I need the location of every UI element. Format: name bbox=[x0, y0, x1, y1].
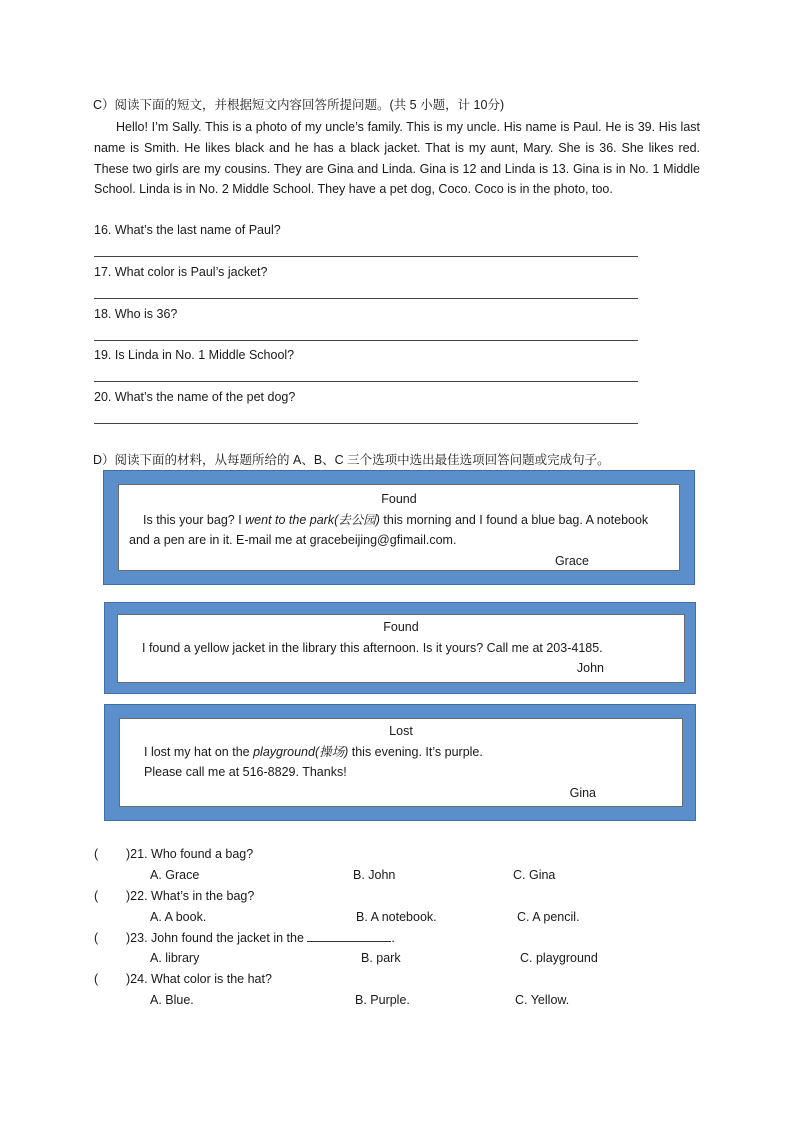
notice-body-line2: Please call me at 516-8829. Thanks! bbox=[144, 765, 347, 779]
notice-body bbox=[120, 742, 682, 763]
notice-signature: Grace bbox=[554, 553, 589, 568]
question-18: 18. Who is 36? bbox=[94, 307, 178, 321]
option-24-a[interactable]: A. Blue. bbox=[150, 993, 194, 1007]
answer-line-17[interactable] bbox=[94, 298, 638, 299]
notice-body-emphasis: playground(操场) bbox=[253, 744, 349, 759]
question-21 bbox=[126, 846, 253, 862]
option-23-a[interactable]: A. library bbox=[150, 951, 200, 965]
question-19: 19. Is Linda in No. 1 Middle School? bbox=[94, 348, 295, 362]
answer-line-18[interactable] bbox=[94, 340, 638, 341]
notice-body-text: this morning and I found a blue bag. A notebook and a pen are in it. E-mail me at gracebeijing@gfimail.com. bbox=[129, 512, 649, 547]
option-23-b[interactable]: B. park bbox=[361, 951, 401, 965]
answer-bracket-open: ( bbox=[94, 847, 99, 861]
notice-body: I found a yellow jacket in the library this afternoon. Is it yours? Call me at 203-4185. bbox=[142, 640, 603, 655]
section-c-title: C）阅读下面的短文，并根据短文内容回答所提问题。(共 5 小题，计 10分) bbox=[93, 98, 505, 112]
answer-bracket-open: ( bbox=[94, 972, 99, 986]
notice-body-text: this evening. It’s purple. bbox=[348, 744, 483, 759]
section-d-title: D）阅读下面的材料，从每题所给的 A、B、C 三个选项中选出最佳选项回答问题或完成句子。 bbox=[93, 453, 610, 467]
notice-found-jacket-card bbox=[117, 614, 685, 683]
reading-passage bbox=[94, 117, 700, 200]
notice-signature: John bbox=[576, 661, 604, 675]
option-23-c[interactable]: C. playground bbox=[520, 951, 598, 965]
notice-title: Found bbox=[383, 620, 419, 634]
question-23-stem-end: . bbox=[391, 931, 395, 945]
question-22 bbox=[126, 888, 254, 904]
answer-line-16[interactable] bbox=[94, 256, 638, 257]
answer-bracket-close: ) bbox=[126, 972, 131, 986]
option-22-c[interactable]: C. A pencil. bbox=[517, 910, 580, 924]
question-21-stem: 21. Who found a bag? bbox=[130, 847, 254, 861]
question-23-stem: 23. John found the jacket in the bbox=[130, 931, 308, 945]
notice-title: Found bbox=[381, 492, 417, 506]
notice-lost-hat bbox=[104, 704, 696, 821]
option-24-c[interactable]: C. Yellow. bbox=[515, 993, 570, 1007]
question-23 bbox=[126, 930, 395, 946]
option-21-a[interactable]: A. Grace bbox=[150, 868, 200, 882]
notice-body bbox=[119, 510, 679, 551]
option-22-a[interactable]: A. A book. bbox=[150, 910, 207, 924]
answer-bracket-open: ( bbox=[94, 889, 99, 903]
fill-in-blank[interactable] bbox=[307, 930, 391, 942]
answer-bracket-slot-22[interactable] bbox=[108, 888, 126, 904]
answer-bracket-open: ( bbox=[94, 931, 99, 945]
answer-bracket-slot-23[interactable] bbox=[108, 930, 126, 946]
option-21-c[interactable]: C. Gina bbox=[513, 868, 556, 882]
notice-lost-hat-card bbox=[119, 718, 683, 807]
option-24-b[interactable]: B. Purple. bbox=[355, 993, 410, 1007]
question-24-stem: 24. What color is the hat? bbox=[130, 972, 272, 986]
notice-body-text: Is this your bag? I bbox=[143, 512, 246, 527]
notice-signature: Gina bbox=[569, 785, 596, 800]
question-17: 17. What color is Paul’s jacket? bbox=[94, 265, 268, 279]
answer-bracket-close: ) bbox=[126, 931, 131, 945]
question-22-stem: 22. What’s in the bag? bbox=[130, 889, 255, 903]
notice-title: Lost bbox=[389, 724, 413, 738]
answer-bracket-close: ) bbox=[126, 889, 131, 903]
answer-bracket-close: ) bbox=[126, 847, 131, 861]
answer-line-19[interactable] bbox=[94, 381, 638, 382]
question-24 bbox=[126, 971, 272, 987]
notice-found-jacket bbox=[104, 602, 696, 694]
question-16: 16. What’s the last name of Paul? bbox=[94, 223, 281, 237]
notice-found-bag bbox=[103, 470, 695, 585]
option-21-b[interactable]: B. John bbox=[353, 868, 396, 882]
notice-body-text: I lost my hat on the bbox=[144, 744, 254, 759]
answer-bracket-slot-21[interactable] bbox=[108, 846, 126, 862]
passage-text: Hello! I’m Sally. This is a photo of my uncle’s family. This is my uncle. His name is Paul. He is 39. His last name is Smith. He likes black and he has a black jacket. That is my aunt, Mary. She is 36. She likes red. These two girls are my cousins. They are Gina and Linda. Gina is 12 and Linda is 13. Gina is in No. 1 Middle School. Linda is in No. 2 Middle School. They have a pet dog, Coco. Coco is in the photo, too. bbox=[94, 120, 700, 197]
option-22-b[interactable]: B. A notebook. bbox=[356, 910, 437, 924]
answer-line-20[interactable] bbox=[94, 423, 638, 424]
answer-bracket-slot-24[interactable] bbox=[108, 971, 126, 987]
notice-found-bag-card bbox=[118, 484, 680, 571]
notice-body-emphasis: went to the park(去公园) bbox=[245, 512, 380, 527]
question-20: 20. What’s the name of the pet dog? bbox=[94, 390, 296, 404]
